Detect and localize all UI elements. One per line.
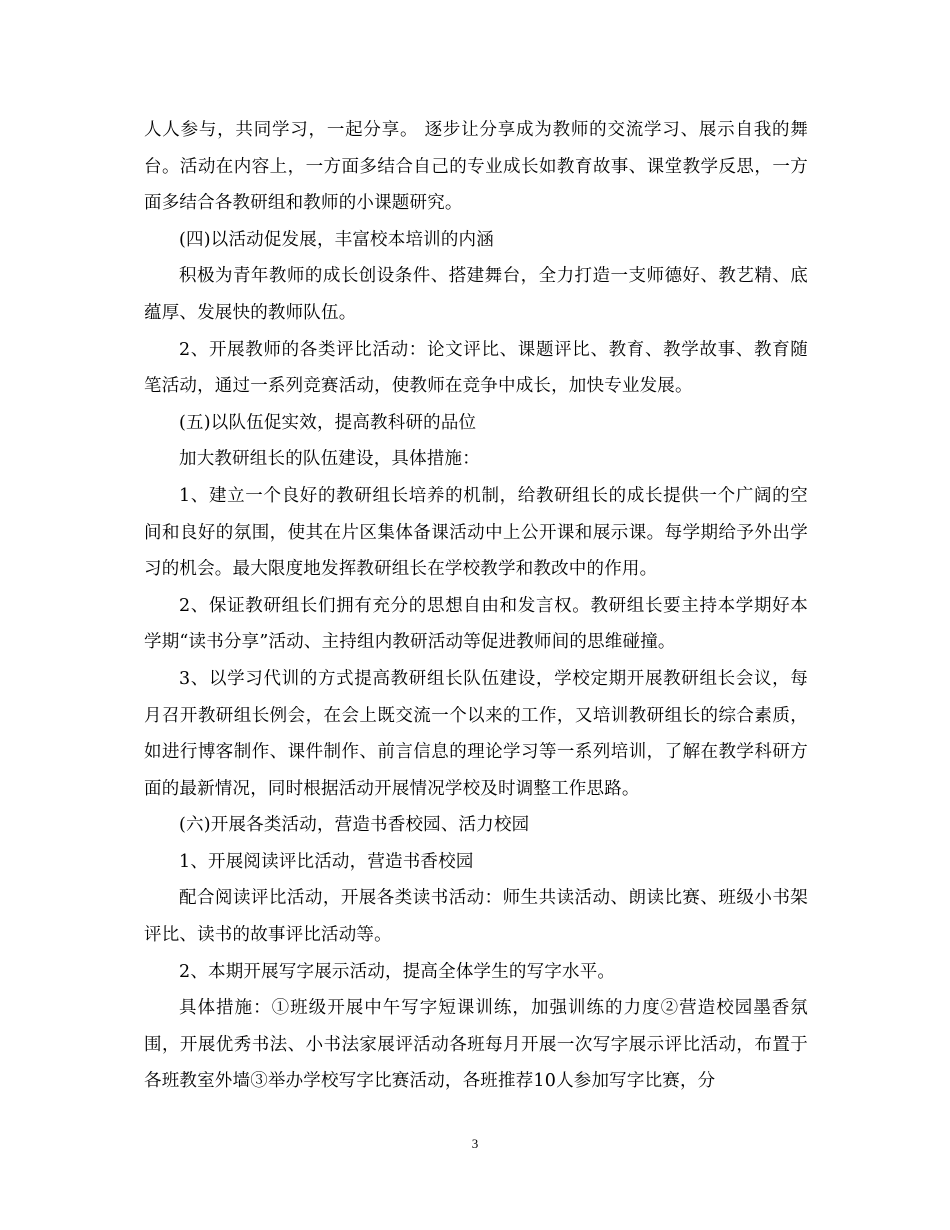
- paragraph-11: 具体措施：①班级开展中午写字短课训练，加强训练的力度②营造校园墨香氛围，开展优秀书法、小书法家展评活动各班每月开展一次写字展示评比活动，布置于各班教室外墙③举办学校写字比赛活动，各班推荐10人参加写字比赛，分: [144, 998, 808, 1092]
- paragraph-6: 2、保证教研组长们拥有充分的思想自由和发言权。教研组长要主持本学期好本学期“读书分享”活动、主持组内教研活动等促进教师间的思维碰撞。: [144, 595, 808, 653]
- paragraph-8: 1、开展阅读评比活动，营造书香校园: [179, 851, 474, 872]
- document-body: [144, 112, 808, 1100]
- paragraph-7: 3、以学习代训的方式提高教研组长队伍建设，学校定期开展教研组长会议，每月召开教研组长例会，在会上既交流一个以来的工作，又培训教研组长的综合素质，如进行博客制作、课件制作、前言信息的理论学习等一系列培训，了解在教学科研方面的最新情况，同时根据活动开展情况学校及时调整工作思路。: [144, 668, 808, 799]
- paragraph-4: 加大教研组长的队伍建设，具体措施：: [179, 449, 480, 470]
- section-heading-6: (六)开展各类活动，营造书香校园、活力校园: [179, 815, 530, 836]
- section-heading-5: (五)以队伍促实效，提高教科研的品位: [179, 412, 477, 433]
- paragraph-3: 2、开展教师的各类评比活动：论文评比、课题评比、教育、教学故事、教育随笔活动，通过一系列竞赛活动，使教师在竞争中成长，加快专业发展。: [144, 339, 808, 397]
- paragraph-2: 积极为青年教师的成长创设条件、搭建舞台，全力打造一支师德好、教艺精、底蕴厚、发展快的教师队伍。: [144, 266, 808, 323]
- paragraph-9: 配合阅读评比活动，开展各类读书活动：师生共读活动、朗读比赛、班级小书架评比、读书的故事评比活动等。: [144, 888, 808, 946]
- section-heading-4: (四)以活动促发展，丰富校本培训的内涵: [179, 229, 494, 250]
- page-number: 3: [471, 1136, 479, 1151]
- paragraph-5: 1、建立一个良好的教研组长培养的机制，给教研组长的成长提供一个广阔的空间和良好的氛围，使其在片区集体备课活动中上公开课和展示课。每学期给予外出学习的机会。最大限度地发挥教研组长在学校教学和教改中的作用。: [144, 485, 808, 580]
- paragraph-1: 人人参与，共同学习，一起分享。 逐步让分享成为教师的交流学习、展示自我的舞台。活动在内容上，一方面多结合自己的专业成长如教育故事、课堂教学反思，一方面多结合各教研组和教师的小课题研究。: [144, 120, 808, 214]
- paragraph-10: 2、本期开展写字展示活动，提高全体学生的写字水平。: [179, 961, 616, 982]
